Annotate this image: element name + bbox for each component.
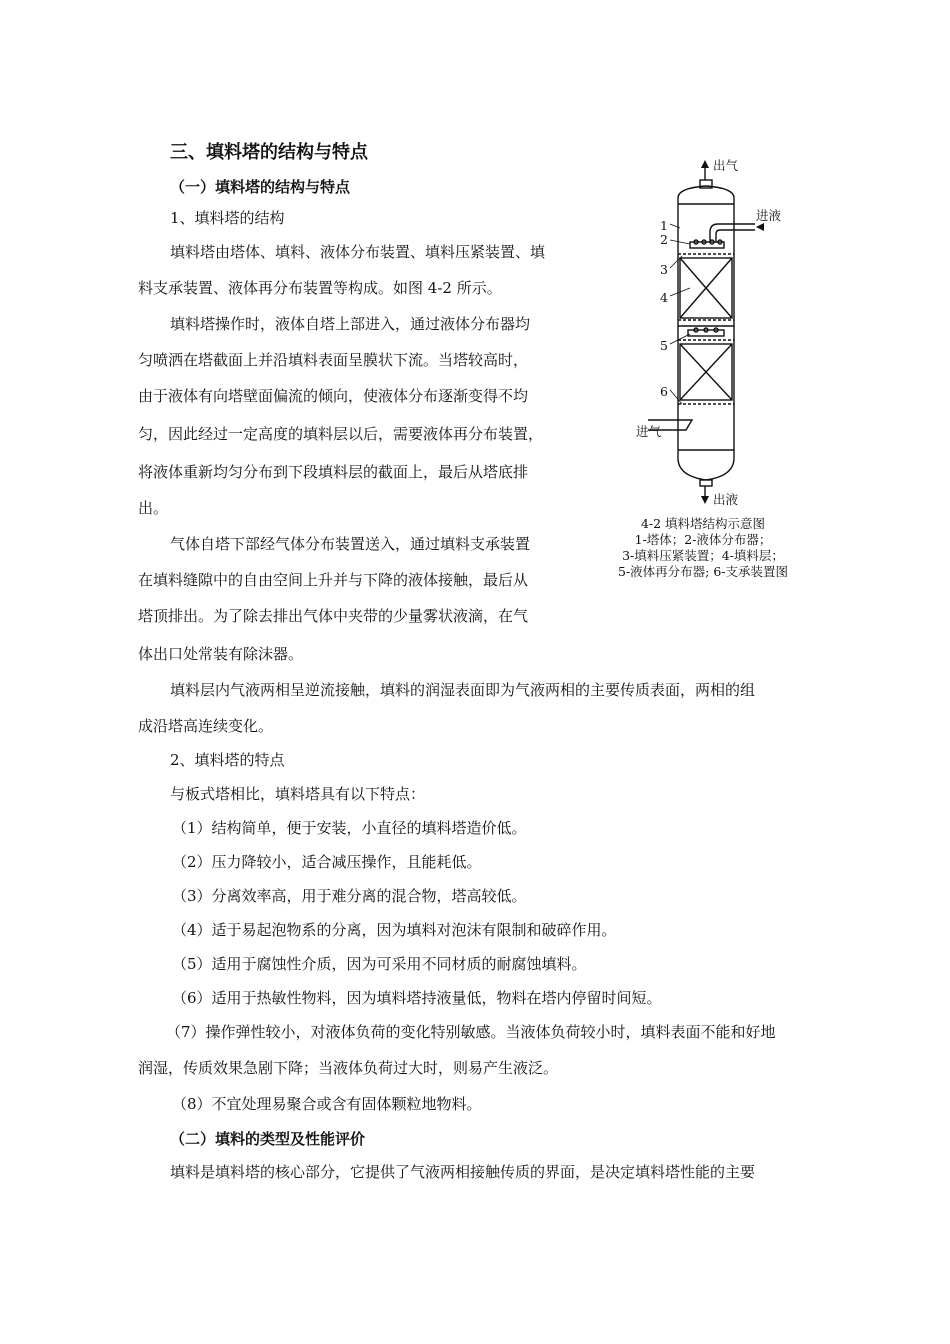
subsection-heading-2: （二）填料的类型及性能评价 <box>170 1130 366 1148</box>
feature-item: （2）压力降较小，适合减压操作，且能耗低。 <box>172 853 482 871</box>
label-gas-in: 进气 <box>636 424 662 439</box>
paragraph-line: 塔顶排出。为了除去排出气体中夹带的少量雾状液滴，在气 <box>138 607 529 625</box>
part-number-6: 6 <box>660 384 668 399</box>
feature-item: 润湿，传质效果急剧下降；当液体负荷过大时，则易产生液泛。 <box>138 1059 559 1077</box>
part-number-4: 4 <box>660 290 668 305</box>
subsection-title-1-2: 2、填料塔的特点 <box>170 751 285 769</box>
label-liquid-out: 出液 <box>713 492 739 507</box>
feature-item: （7）操作弹性较小，对液体负荷的变化特别敏感。当液体负荷较小时，填料表面不能和好地 <box>166 1023 776 1041</box>
subsection-title-1-1: 1、填料塔的结构 <box>170 209 285 227</box>
paragraph-line: 填料是填料塔的核心部分，它提供了气液两相接触传质的界面，是决定填料塔性能的主要 <box>170 1163 756 1181</box>
paragraph-line: 体出口处常装有除沫器。 <box>138 645 304 663</box>
paragraph-line: 将液体重新均匀分布到下段填料层的截面上，最后从塔底排 <box>138 463 529 481</box>
paragraph-line: 填料塔操作时，液体自塔上部进入，通过液体分布器均 <box>170 315 531 333</box>
figure-caption-line: 1-塔体；2-液体分布器； <box>634 532 772 547</box>
figure-caption-title: 4-2 填料塔结构示意图 <box>640 516 766 531</box>
part-number-1: 1 <box>660 218 668 233</box>
feature-item: （3）分离效率高，用于难分离的混合物，塔高较低。 <box>172 887 527 905</box>
subsection-heading-1: （一）填料塔的结构与特点 <box>170 178 351 196</box>
label-liquid-in: 进液 <box>756 208 782 223</box>
feature-item: （8）不宜处理易聚合或含有固体颗粒地物料。 <box>172 1095 482 1113</box>
part-number-5: 5 <box>660 338 668 353</box>
part-number-3: 3 <box>660 262 668 277</box>
paragraph-line: 在填料缝隙中的自由空间上升并与下降的液体接触，最后从 <box>138 571 529 589</box>
feature-item: （4）适于易起泡物系的分离，因为填料对泡沫有限制和破碎作用。 <box>172 921 617 939</box>
paragraph-line: 成沿塔高连续变化。 <box>138 717 274 735</box>
paragraph-line: 匀喷洒在塔截面上并沿填料表面呈膜状下流。当塔较高时， <box>138 351 529 369</box>
figure-caption-line: 5-液体再分布器; 6-支承装置图 <box>617 564 789 579</box>
feature-item: （5）适用于腐蚀性介质，因为可采用不同材质的耐腐蚀填料。 <box>172 955 587 973</box>
part-number-2: 2 <box>660 232 668 247</box>
paragraph-line: 填料层内气液两相呈逆流接触，填料的润湿表面即为气液两相的主要传质表面，两相的组 <box>170 681 756 699</box>
paragraph-line: 气体自塔下部经气体分布装置送入，通过填料支承装置 <box>170 535 531 553</box>
feature-item: （6）适用于热敏性物料，因为填料塔持液量低，物料在塔内停留时间短。 <box>172 989 662 1007</box>
paragraph-line: 匀，因此经过一定高度的填料层以后，需要液体再分布装置， <box>138 425 544 443</box>
figure-caption-line: 3-填料压紧装置；4-填料层； <box>622 548 784 563</box>
paragraph-line: 由于液体有向塔壁面偏流的倾向，使液体分布逐渐变得不均 <box>138 387 529 405</box>
paragraph-line: 与板式塔相比，填料塔具有以下特点： <box>170 785 426 803</box>
paragraph-line: 填料塔由塔体、填料、液体分布装置、填料压紧装置、填 <box>170 243 546 261</box>
feature-item: （1）结构简单，便于安装，小直径的填料塔造价低。 <box>172 819 527 837</box>
paragraph-line: 料支承装置、液体再分布装置等构成。如图 4-2 所示。 <box>138 279 502 297</box>
section-heading: 三、填料塔的结构与特点 <box>170 142 368 163</box>
paragraph-line: 出。 <box>138 499 169 517</box>
label-gas-out: 出气 <box>713 158 739 173</box>
